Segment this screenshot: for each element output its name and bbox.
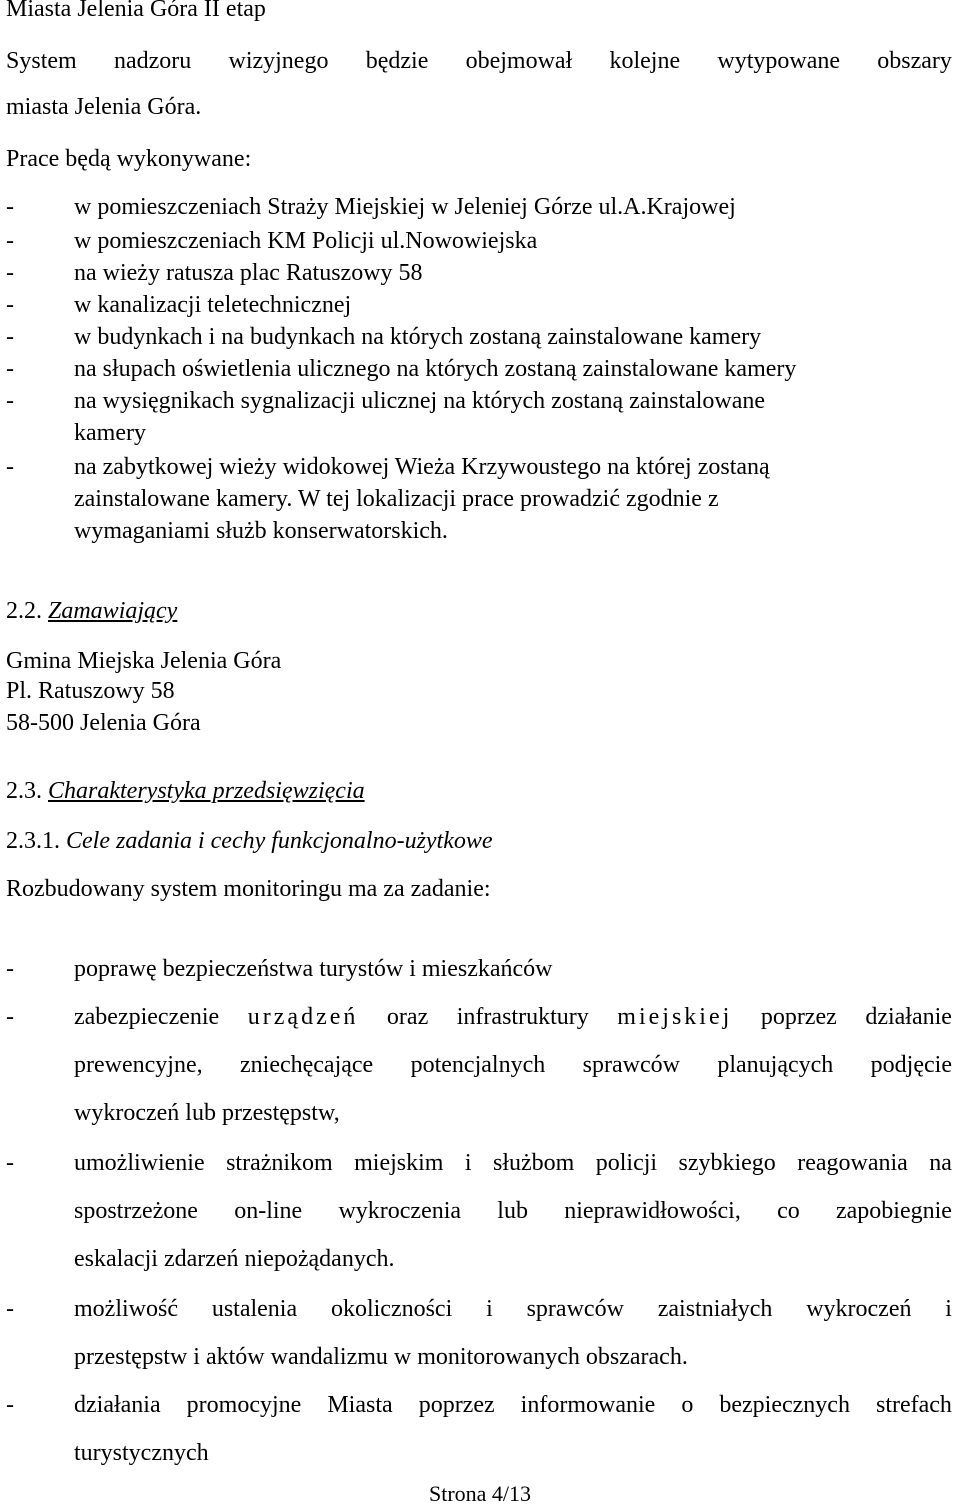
word: urządzeń xyxy=(247,1004,359,1030)
list-dash: - xyxy=(6,356,14,382)
list-item: w budynkach i na budynkach na których zostaną zainstalowane kamery xyxy=(74,324,762,350)
word: obejmował xyxy=(465,48,573,74)
word: co xyxy=(777,1198,800,1224)
list-dash: - xyxy=(6,292,14,318)
word: strażnikom xyxy=(226,1150,333,1176)
goal-item xyxy=(74,1148,952,1178)
section-2-3-heading xyxy=(6,776,952,806)
word: zniechęcające xyxy=(240,1052,374,1078)
goal-item-continuation xyxy=(74,1050,952,1080)
word: działanie xyxy=(865,1004,952,1030)
word: miejskim xyxy=(354,1150,444,1176)
list-dash: - xyxy=(6,956,14,982)
word: infrastruktury xyxy=(456,1004,589,1030)
page-number: Strona 4/13 xyxy=(428,1481,532,1506)
word: policji xyxy=(595,1150,658,1176)
word: szybkiego xyxy=(678,1150,776,1176)
word: umożliwienie xyxy=(74,1150,205,1176)
list-dash: - xyxy=(6,1150,14,1176)
word: zabezpieczenie xyxy=(74,1004,220,1030)
section-number: 2.2. xyxy=(6,598,42,624)
word: sprawców xyxy=(526,1296,624,1322)
word: reagowania xyxy=(797,1150,908,1176)
word: bezpiecznych xyxy=(719,1392,850,1418)
section-title: Cele zadania i cechy funkcjonalno-użytkowe xyxy=(66,828,493,854)
goal-item xyxy=(74,1294,952,1324)
list-item: w pomieszczeniach KM Policji ul.Nowowiejska xyxy=(74,228,538,254)
section-lead: Rozbudowany system monitoringu ma za zadanie: xyxy=(6,876,491,902)
word: planujących xyxy=(717,1052,834,1078)
list-dash: - xyxy=(6,260,14,286)
word: będzie xyxy=(365,48,429,74)
word: o xyxy=(681,1392,694,1418)
list-item: w pomieszczeniach Straży Miejskiej w Jeleniej Górze ul.A.Krajowej xyxy=(74,194,736,220)
word: i xyxy=(464,1150,472,1176)
word: działania xyxy=(74,1392,161,1418)
list-dash: - xyxy=(6,388,14,414)
word: wykroczeń xyxy=(806,1296,912,1322)
address-line: 58-500 Jelenia Góra xyxy=(6,710,201,736)
list-dash: - xyxy=(6,1004,14,1030)
list-item: na wysięgnikach sygnalizacji ulicznej na których zostaną zainstalowane xyxy=(74,388,766,414)
word: informowanie xyxy=(520,1392,656,1418)
list-item: na wieży ratusza plac Ratuszowy 58 xyxy=(74,260,423,286)
word: strefach xyxy=(875,1392,952,1418)
word: prewencyjne, xyxy=(74,1052,203,1078)
word: spostrzeżone xyxy=(74,1198,198,1224)
section-title: Zamawiający xyxy=(48,598,178,624)
word: okoliczności xyxy=(330,1296,453,1322)
list-item-continuation: zainstalowane kamery. W tej lokalizacji prace prowadzić zgodnie z xyxy=(74,486,719,512)
list-item-continuation: wymaganiami służb konserwatorskich. xyxy=(74,518,448,544)
word: sprawców xyxy=(582,1052,680,1078)
list-item-continuation: kamery xyxy=(74,420,146,446)
word: na xyxy=(929,1150,952,1176)
section-number: 2.3.1. xyxy=(6,828,60,854)
section-2-3-1-heading xyxy=(6,826,952,856)
list-dash: - xyxy=(6,324,14,350)
word: Miasta xyxy=(327,1392,393,1418)
word: obszary xyxy=(877,48,952,74)
word: zaistniałych xyxy=(657,1296,773,1322)
section-2-2-heading xyxy=(6,596,952,626)
list-dash: - xyxy=(6,228,14,254)
word: nieprawidłowości, xyxy=(564,1198,741,1224)
doc-heading: Miasta Jelenia Góra II etap xyxy=(6,0,266,22)
list-dash: - xyxy=(6,1296,14,1322)
goal-item-continuation: eskalacji zdarzeń niepożądanych. xyxy=(74,1246,395,1272)
word: miejskiej xyxy=(617,1004,733,1030)
word: wykroczenia xyxy=(338,1198,462,1224)
address-line: Pl. Ratuszowy 58 xyxy=(6,678,175,704)
list-item: w kanalizacji teletechnicznej xyxy=(74,292,352,318)
word: potencjalnych xyxy=(410,1052,546,1078)
word: wytypowane xyxy=(717,48,841,74)
list-item: na zabytkowej wieży widokowej Wieża Krzywoustego na której zostaną xyxy=(74,454,770,480)
word: promocyjne xyxy=(186,1392,302,1418)
goal-item xyxy=(74,1390,952,1420)
address-line: Gmina Miejska Jelenia Góra xyxy=(6,648,282,674)
list-dash: - xyxy=(6,1392,14,1418)
goal-item: poprawę bezpieczeństwa turystów i mieszkańców xyxy=(74,956,553,982)
word: zapobiegnie xyxy=(836,1198,952,1224)
word: System xyxy=(6,48,77,74)
intro-line-1 xyxy=(6,46,952,76)
section-number: 2.3. xyxy=(6,778,42,804)
goal-item-continuation: turystycznych xyxy=(74,1440,209,1466)
goal-item-continuation: przestępstw i aktów wandalizmu w monitorowanych obszarach. xyxy=(74,1344,688,1370)
word: poprzez xyxy=(760,1004,837,1030)
word: kolejne xyxy=(609,48,681,74)
word: możliwość xyxy=(74,1296,178,1322)
word: on-line xyxy=(234,1198,303,1224)
word: ustalenia xyxy=(211,1296,298,1322)
word: i xyxy=(945,1296,952,1322)
list-dash: - xyxy=(6,454,14,480)
word: i xyxy=(486,1296,493,1322)
goal-item xyxy=(74,1002,952,1032)
list-item: na słupach oświetlenia ulicznego na których zostaną zainstalowane kamery xyxy=(74,356,797,382)
word: oraz xyxy=(386,1004,429,1030)
works-label: Prace będą wykonywane: xyxy=(6,146,252,172)
word: podjęcie xyxy=(870,1052,952,1078)
intro-line-2: miasta Jelenia Góra. xyxy=(6,94,202,120)
goal-item-continuation: wykroczeń lub przestępstw, xyxy=(74,1100,340,1126)
word: służbom xyxy=(492,1150,575,1176)
word: nadzoru xyxy=(113,48,192,74)
word: poprzez xyxy=(418,1392,495,1418)
list-dash: - xyxy=(6,194,14,220)
word: wizyjnego xyxy=(228,48,329,74)
word: lub xyxy=(497,1198,528,1224)
section-title: Charakterystyka przedsięwzięcia xyxy=(48,778,365,804)
goal-item-continuation xyxy=(74,1196,952,1226)
